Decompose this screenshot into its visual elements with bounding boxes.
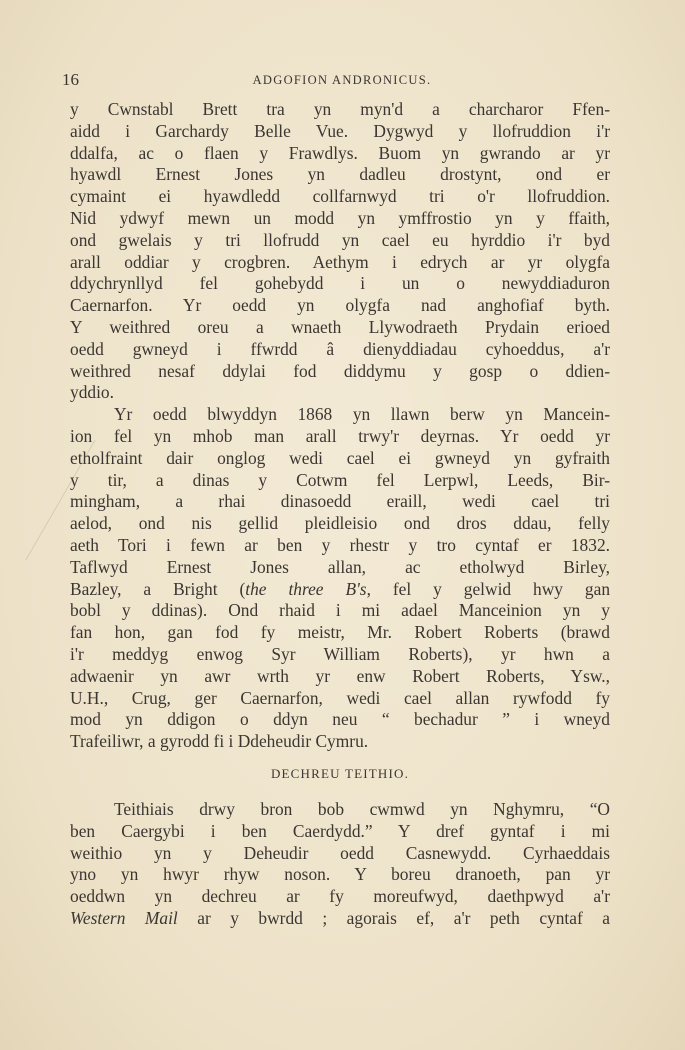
text-line: oedd gwneyd i ffwrdd â dienyddiadau cyhoeddus, a'r bbox=[70, 338, 610, 359]
text-line: bobl y ddinas). Ond rhaid i mi adael Manceinion yn y bbox=[70, 600, 610, 621]
paragraph-2 bbox=[70, 404, 610, 753]
text-segment: ar y bwrdd ; agorais ef, a'r peth cyntaf a bbox=[177, 907, 610, 928]
paragraph-3 bbox=[70, 799, 610, 930]
text-line: arall oddiar y crogbren. Aethym i edrych ar yr olygfa bbox=[70, 251, 610, 272]
text-line: Taflwyd Ernest Jones allan, ac etholwyd Birley, bbox=[70, 556, 610, 577]
section-heading: DECHREU TEITHIO. bbox=[270, 765, 410, 781]
text-line: Y weithred oreu a wnaeth Llywodraeth Prydain erioed bbox=[70, 316, 610, 337]
text-line: cymaint ei hyawdledd collfarnwyd tri o'r llofruddion. bbox=[70, 186, 610, 207]
text-line: mod yn ddigon o ddyn neu “ bechadur ” i wneyd bbox=[70, 709, 610, 730]
text-line: Yr oedd blwyddyn 1868 yn llawn berw yn Mancein- bbox=[114, 404, 610, 425]
text-segment: , fel y gelwid hwy gan bbox=[366, 578, 611, 599]
text-line: weithred nesaf ddylai fod diddymu y gosp o ddien- bbox=[70, 360, 610, 381]
text-line: Nid ydwyf mewn un modd yn ymffrostio yn y ffaith, bbox=[70, 207, 610, 228]
text-line: aeth Tori i fewn ar ben y rhestr y tro cyntaf er 1832. bbox=[70, 534, 610, 555]
text-line: aelod, ond nis gellid pleidleisio ond dros ddau, felly bbox=[70, 513, 610, 534]
text-line-with-italic bbox=[70, 579, 610, 601]
paragraph-1 bbox=[70, 99, 610, 404]
text-line: etholfraint dair onglog wedi cael ei gwneyd yn gyfraith bbox=[70, 447, 610, 468]
text-line: Trafeiliwr, a gyrodd fi i Ddeheudir Cymru. bbox=[70, 731, 369, 752]
text-line: aidd i Garchardy Belle Vue. Dygwyd y llofruddion i'r bbox=[70, 120, 610, 141]
text-line: ion fel yn mhob man arall trwy'r deyrnas. Yr oedd yr bbox=[70, 425, 610, 446]
running-head: ADGOFION ANDRONICUS. bbox=[252, 73, 432, 87]
text-line: ddalfa, ac o flaen y Frawdlys. Buom yn gwrando ar yr bbox=[70, 142, 610, 163]
text-line: adwaenir yn awr wrth yr enw Robert Roberts, Ysw., bbox=[70, 665, 610, 686]
text-line: y Cwnstabl Brett tra yn myn'd a charcharor Ffen- bbox=[70, 99, 610, 119]
italic-newspaper-title: Western Mail bbox=[70, 907, 178, 928]
text-segment: Bazley, a Bright ( bbox=[70, 578, 246, 599]
page-header bbox=[62, 70, 622, 94]
text-line: ond gwelais y tri llofrudd yn cael eu hyrddio i'r byd bbox=[70, 229, 610, 250]
text-line: Caernarfon. Yr oedd yn olygfa nad anghofiaf byth. bbox=[70, 295, 610, 316]
body-text bbox=[70, 99, 610, 930]
text-line-with-italic bbox=[70, 908, 610, 930]
text-line: yddio. bbox=[70, 382, 114, 403]
text-line: y tir, a dinas y Cotwm fel Lerpwl, Leeds, Bir- bbox=[70, 469, 610, 490]
text-line: oeddwn yn dechreu ar fy moreufwyd, daethpwyd a'r bbox=[70, 886, 610, 907]
text-line: hyawdl Ernest Jones yn dadleu drostynt, ond er bbox=[70, 164, 610, 185]
italic-phrase: the three B's bbox=[245, 578, 367, 599]
text-line: ddychrynllyd fel gohebydd i un o newyddiaduron bbox=[70, 273, 610, 294]
page-number: 16 bbox=[62, 70, 79, 89]
text-line: yno yn hwyr rhyw noson. Y boreu dranoeth, pan yr bbox=[70, 864, 610, 885]
text-line: Teithiais drwy bron bob cwmwd yn Nghymru, “O bbox=[114, 798, 610, 819]
text-line: mingham, a rhai dinasoedd eraill, wedi cael tri bbox=[70, 491, 610, 512]
text-line: U.H., Crug, ger Caernarfon, wedi cael allan rywfodd fy bbox=[70, 687, 610, 708]
text-line: fan hon, gan fod fy meistr, Mr. Robert Roberts (brawd bbox=[70, 622, 610, 643]
text-line: i'r meddyg enwog Syr William Roberts), yr hwn a bbox=[70, 643, 610, 664]
text-line: ben Caergybi i ben Caerdydd.” Y dref gyntaf i mi bbox=[70, 820, 610, 841]
text-line: weithio yn y Deheudir oedd Casnewydd. Cyrhaeddais bbox=[70, 842, 610, 863]
